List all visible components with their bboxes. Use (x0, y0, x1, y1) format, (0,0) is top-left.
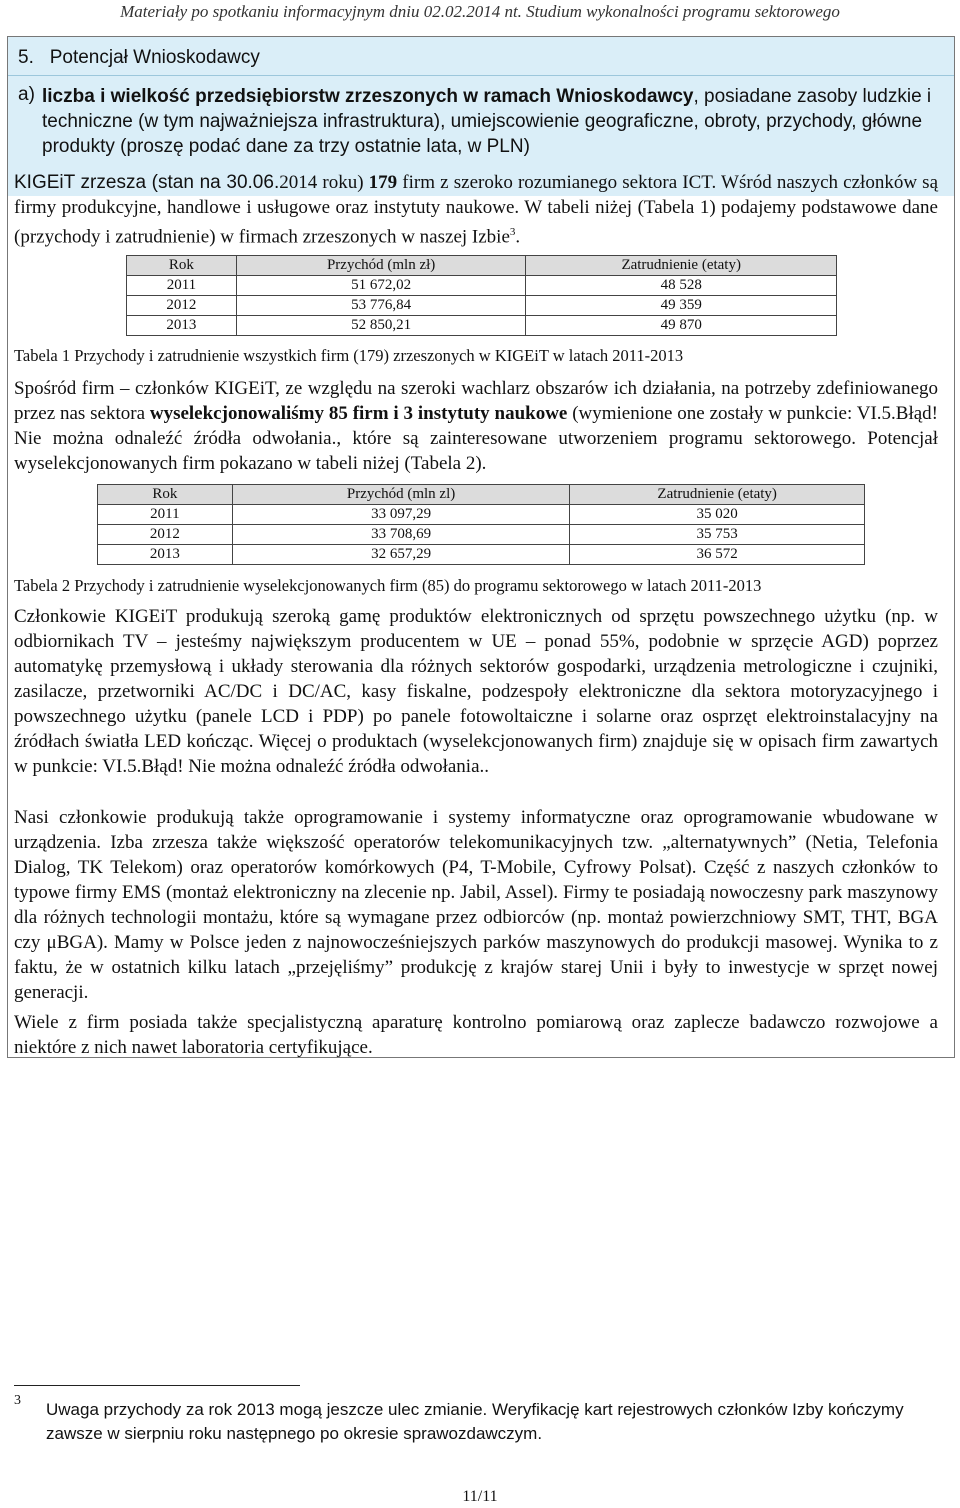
selection-paragraph (14, 376, 938, 476)
table-cell: 2012 (98, 525, 233, 545)
intro-part2: 2014 roku) (279, 172, 369, 193)
products-paragraph: Członkowie KIGEiT produkują szeroką gamę produktów elektronicznych od sprzętu powszechnego użytku (np. w odbiornikach TV – jesteśmy największym producentem w UE – ponad 55%, podobnie w sprzęcie AGD) poprzez automatykę przemysłową i układy sterowania dla różnych sektorów gospodarki, urządzenia metrologiczne i czujniki, zasilacze, przetworniki AC/DC i DC/AC, kasy fiskalne, podzespoły elektroniczne dla sektora motoryzacyjnego i powszechnego użytku (panele LCD i PDP) po panele fotowoltaiczne i solarne oraz osprzęt elektroinstalacyjny na źródłach światła LED kończąc. Więcej o produktach (wyselekcjonowanych firm) znajduje się w opisach firm zawartych w punkcie: VI.5.Błąd! Nie można odnaleźć źródła odwołania.. (14, 606, 938, 777)
question-text (42, 84, 942, 159)
table-cell: 35 020 (570, 505, 865, 525)
intro-part1: KIGEiT zrzesza (stan na 30.06. (14, 172, 280, 193)
table-cell: 2013 (98, 545, 233, 565)
table-cell: 48 528 (526, 276, 837, 296)
table-2-caption: Tabela 2 Przychody i zatrudnienie wyselekcjonowanych firm (85) do programu sektorowego w latach 2011-2013 (14, 576, 762, 595)
table-cell: 2011 (98, 505, 233, 525)
lab-paragraph: Wiele z firm posiada także specjalistyczną aparaturę kontrolno pomiarową oraz zaplecze badawczo rozwojowe a niektóre z nich nawet laboratoria certyfikujące. (14, 1012, 938, 1058)
section-title (18, 47, 260, 69)
table-row (127, 316, 837, 336)
intro-part4: Wśród naszych członków są firmy produkcyjne, handlowe i usługowe oraz instytuty naukowe. W tabeli niżej (Tabela 1) podajemy podstawowe dane (przychody i zatrudnienie) w firmach zrzeszonych w naszej Izbie (14, 172, 939, 248)
intro-part3: firm z szeroko rozumianego sektora ICT. (397, 172, 717, 193)
table-cell: 53 776,84 (236, 296, 526, 316)
software-paragraph: Nasi członkowie produkują także oprogramowanie i systemy informatyczne oraz oprogramowanie wbudowane w urządzenia. Izba zrzesza także większość operatorów telekomunikacyjnych tzw. „alternatywnych” (Netia, Telefonia Dialog, TK Telekom) oraz operatorów komórkowych (P4, T-Mobile, Cyfrowy Polsat). Część z naszych członków to typowe firmy EMS (montaż elektroniczny na zlecenie np. Jabil, Assel). Firmy te posiadają nowoczesny park maszynowy dla różnych technologii montażu, które są wymagane przez odbiorców (np. montaż powierzchniowy SMT, THT, BGA czy μBGA). Mamy w Polsce jeden z najnowocześniejszych parków maszynowych do produkcji masowej. Wynika to z faktu, że w ostatnich kilku latach „przejęliśmy” produkcję z krajów starej Unii i były to inwestycje w sprzęt nowej generacji. (14, 807, 938, 1003)
table-header-cell: Przychód (mln zl) (232, 485, 570, 505)
footnote-separator (14, 1385, 300, 1386)
table-cell: 51 672,02 (236, 276, 526, 296)
table-row (98, 525, 865, 545)
selection-part1: Spośród firm – członków KIGEiT, ze względu na szeroki wachlarz obszarów ich działania, na potrzeby zdefiniowanego przez nas sektora (14, 378, 938, 424)
table-row (98, 545, 865, 565)
section-header (8, 37, 954, 76)
selection-part2: (wymienione one zostały w punkcie: VI.5.Błąd! Nie można odnaleźć źródła odwołania., które są zainteresowane utworzeniem programu sektorowego. Potencjał wyselekcjonowanych firm pokazano w tabeli niżej (Tabela 2). (14, 403, 938, 474)
table-cell: 49 870 (526, 316, 837, 336)
running-header: Materiały po spotkaniu informacyjnym dniu 02.02.2014 nt. Studium wykonalności programu sektorowego (120, 2, 840, 21)
footnote-number: 3 (14, 1393, 21, 1408)
intro-end: . (515, 226, 521, 248)
table-cell: 33 097,29 (232, 505, 570, 525)
table-cell: 49 359 (526, 296, 837, 316)
footnote-text: Uwaga przychody za rok 2013 mogą jeszcze ulec zmianie. Weryfikację kart rejestrowych członków Izby kończymy zawsze w sierpniu roku następnego po okresie sprawozdawczym. (46, 1400, 904, 1443)
intro-paragraph (14, 170, 938, 249)
page-number: 11/11 (462, 1488, 498, 1505)
section-number: 5. (18, 47, 34, 68)
table-2 (97, 484, 865, 565)
section-title-text: Potencjał Wnioskodawcy (49, 47, 260, 68)
table-cell: 32 657,29 (232, 545, 570, 565)
table-header-cell: Rok (127, 256, 237, 276)
question-label: a) (18, 84, 35, 105)
table-row (98, 505, 865, 525)
table-row (127, 296, 837, 316)
table-header-cell: Przychód (mln zł) (236, 256, 526, 276)
question-rest: , posiadane zasoby ludzkie i techniczne (w tym najważniejsza infrastruktura), umiejscowienie geograficzne, obroty, przychody, główne produkty (proszę podać dane za trzy ostatnie lata, w PLN) (42, 86, 932, 157)
footnote-ref: 3 (509, 226, 516, 238)
table-header-cell: Rok (98, 485, 233, 505)
table-cell: 2013 (127, 316, 237, 336)
table-cell: 52 850,21 (236, 316, 526, 336)
selection-bold: wyselekcjonowaliśmy 85 firm i 3 instytuty naukowe (149, 403, 568, 424)
table-cell: 36 572 (570, 545, 865, 565)
table-header-cell: Zatrudnienie (etaty) (526, 256, 837, 276)
table-cell: 2011 (127, 276, 237, 296)
table-cell: 2012 (127, 296, 237, 316)
question-bold: liczba i wielkość przedsiębiorstw zrzeszonych w ramach Wnioskodawcy (42, 86, 694, 107)
table-cell: 35 753 (570, 525, 865, 545)
intro-count: 179 (368, 172, 398, 193)
table-header-row (98, 485, 865, 505)
table-cell: 33 708,69 (232, 525, 570, 545)
table-header-row (127, 256, 837, 276)
table-1 (126, 255, 837, 336)
table-1-caption: Tabela 1 Przychody i zatrudnienie wszystkich firm (179) zrzeszonych w KIGEiT w latach 2011-2013 (14, 346, 684, 365)
table-row (127, 276, 837, 296)
table-header-cell: Zatrudnienie (etaty) (570, 485, 865, 505)
